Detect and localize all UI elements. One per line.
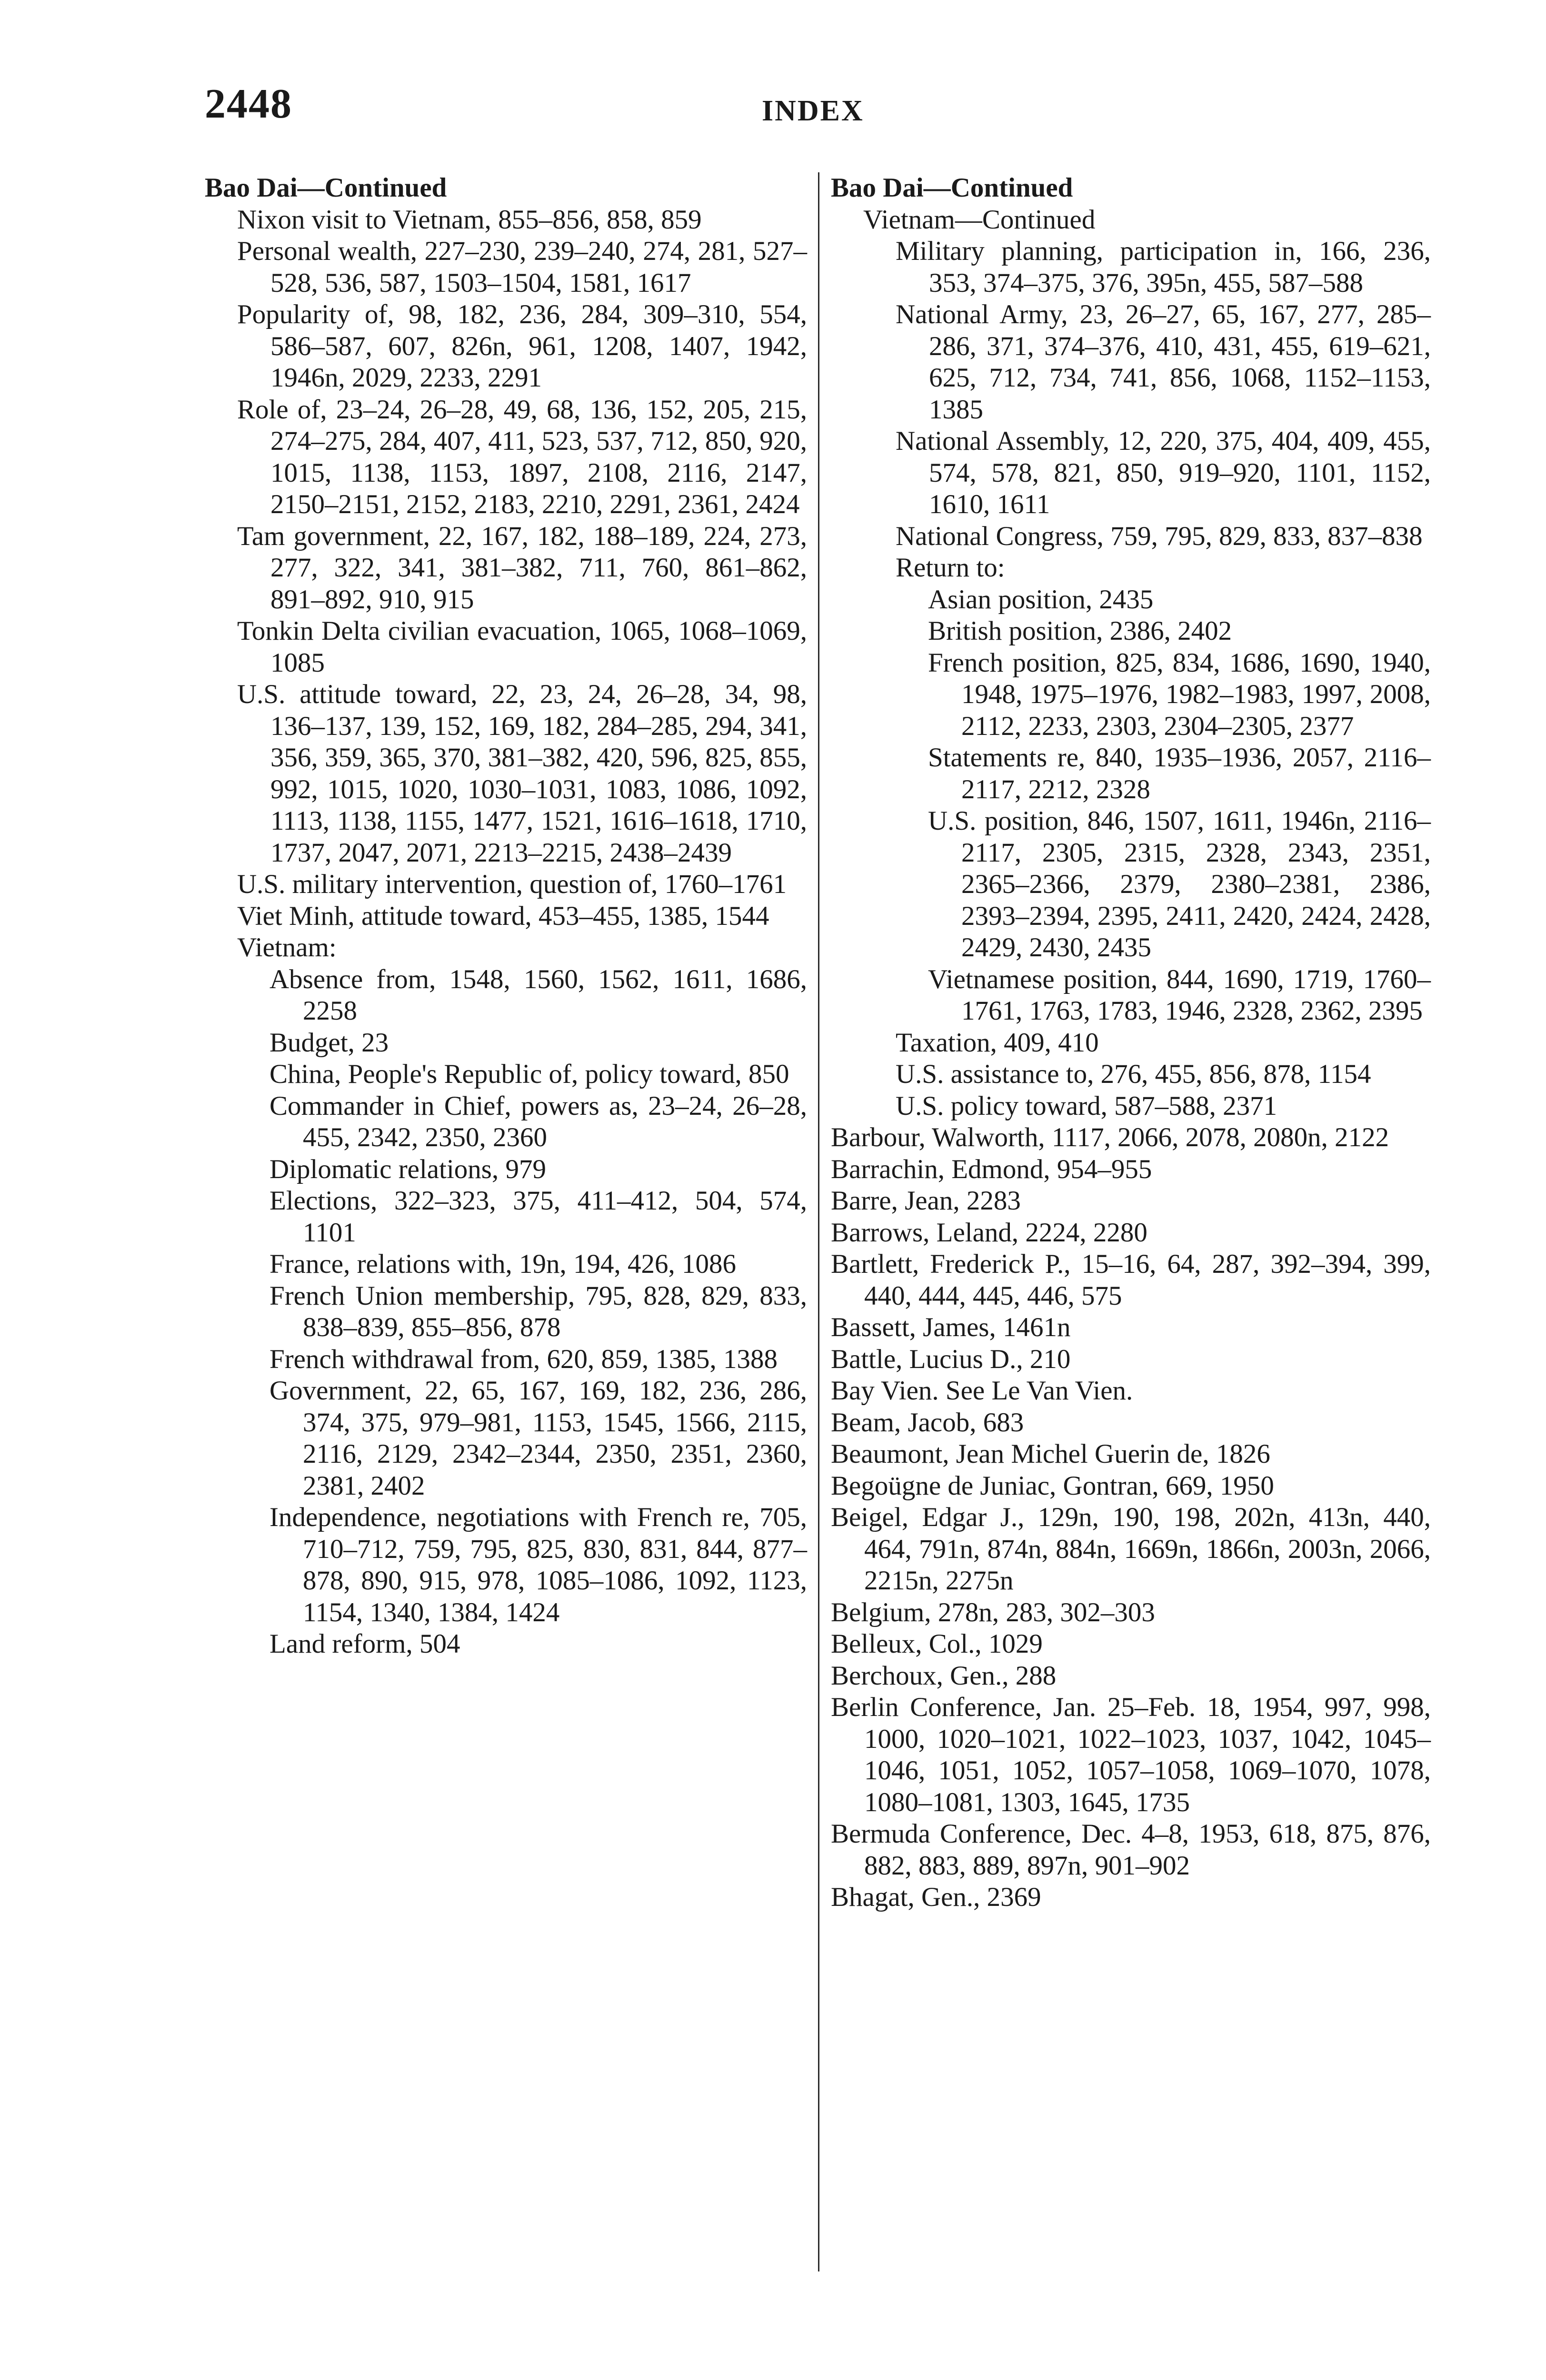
index-entry: Bay Vien. See Le Van Vien.	[831, 1376, 1133, 1406]
index-entry: Beigel, Edgar J., 129n, 190, 198, 202n, 413n, 440, 464, 791n, 874n, 884n, 1669n, 1866n, 2003n, 2066, 2215n, 2275n	[831, 1502, 1431, 1596]
index-entry: Taxation, 409, 410	[896, 1027, 1099, 1058]
index-entry: Bao Dai—Continued	[831, 173, 1073, 203]
index-entry: Return to:	[896, 553, 1005, 583]
index-entry: Barre, Jean, 2283	[831, 1186, 1021, 1216]
index-entry: Budget, 23	[269, 1027, 389, 1058]
index-entry: Barbour, Walworth, 1117, 2066, 2078, 2080n, 2122	[831, 1122, 1389, 1152]
index-entry: Statements re, 840, 1935–1936, 2057, 2116–2117, 2212, 2328	[928, 743, 1431, 804]
index-entry: Land reform, 504	[269, 1629, 460, 1659]
index-entry: U.S. military intervention, question of, 1760–1761	[237, 869, 787, 899]
column-divider	[818, 172, 819, 2271]
index-column-right	[831, 172, 1431, 1914]
index-entry: Belleux, Col., 1029	[831, 1629, 1043, 1659]
index-entry: Bermuda Conference, Dec. 4–8, 1953, 618, 875, 876, 882, 883, 889, 897n, 901–902	[831, 1819, 1431, 1881]
page-number: 2448	[205, 81, 292, 127]
index-entry: Independence, negotiations with French re, 705, 710–712, 759, 795, 825, 830, 831, 844, 877–878, 890, 915, 978, 1085–1086, 1092, 1123, 1154, 1340, 1384, 1424	[269, 1502, 807, 1627]
index-entry: U.S. position, 846, 1507, 1611, 1946n, 2116–2117, 2305, 2315, 2328, 2343, 2351, 2365–2366, 2379, 2380–2381, 2386, 2393–2394, 2395, 2411, 2420, 2424, 2428, 2429, 2430, 2435	[928, 806, 1431, 962]
index-entry: Tam government, 22, 167, 182, 188–189, 224, 273, 277, 322, 341, 381–382, 711, 760, 861–862, 891–892, 910, 915	[237, 521, 807, 615]
index-entry: Nixon visit to Vietnam, 855–856, 858, 859	[237, 204, 702, 235]
index-entry: Popularity of, 98, 182, 236, 284, 309–310, 554, 586–587, 607, 826n, 961, 1208, 1407, 1942, 1946n, 2029, 2233, 2291	[237, 299, 807, 393]
index-entry: Bao Dai—Continued	[205, 173, 447, 203]
index-entry: Commander in Chief, powers as, 23–24, 26–28, 455, 2342, 2350, 2360	[269, 1091, 807, 1152]
index-entry: U.S. attitude toward, 22, 23, 24, 26–28, 34, 98, 136–137, 139, 152, 169, 182, 284–285, 294, 341, 356, 359, 365, 370, 381–382, 420, 596, 825, 855, 992, 1015, 1020, 1030–1031, 1083, 1086, 1092, 1113, 1138, 1155, 1477, 1521, 1616–1618, 1710, 1737, 2047, 2071, 2213–2215, 2438–2439	[237, 679, 807, 868]
index-entry: French Union membership, 795, 828, 829, 833, 838–839, 855–856, 878	[269, 1280, 807, 1342]
index-column-left	[205, 172, 807, 1660]
index-entry: Bartlett, Frederick P., 15–16, 64, 287, 392–394, 399, 440, 444, 445, 446, 575	[831, 1249, 1431, 1311]
index-entry: Diplomatic relations, 979	[269, 1154, 546, 1184]
index-entry: Vietnam—Continued	[863, 204, 1096, 235]
index-entry: Viet Minh, attitude toward, 453–455, 1385, 1544	[237, 901, 769, 931]
index-entry: Begoügne de Juniac, Gontran, 669, 1950	[831, 1470, 1274, 1501]
index-entry: Vietnam:	[237, 932, 337, 962]
index-entry: National Congress, 759, 795, 829, 833, 837–838	[896, 521, 1423, 551]
index-entry: National Army, 23, 26–27, 65, 167, 277, 285–286, 371, 374–376, 410, 431, 455, 619–621, 625, 712, 734, 741, 856, 1068, 1152–1153, 1385	[896, 299, 1431, 425]
index-entry: Vietnamese position, 844, 1690, 1719, 1760–1761, 1763, 1783, 1946, 2328, 2362, 2395	[928, 964, 1431, 1026]
index-entry: Military planning, participation in, 166, 236, 353, 374–375, 376, 395n, 455, 587–588	[896, 236, 1431, 298]
index-entry: British position, 2386, 2402	[928, 616, 1232, 646]
index-entry: Barrows, Leland, 2224, 2280	[831, 1217, 1147, 1248]
index-entry: Battle, Lucius D., 210	[831, 1344, 1071, 1374]
index-entry: Personal wealth, 227–230, 239–240, 274, 281, 527–528, 536, 587, 1503–1504, 1581, 1617	[237, 236, 807, 298]
index-entry: French withdrawal from, 620, 859, 1385, 1388	[269, 1344, 778, 1374]
index-entry: Beam, Jacob, 683	[831, 1407, 1024, 1438]
index-entry: Government, 22, 65, 167, 169, 182, 236, 286, 374, 375, 979–981, 1153, 1545, 1566, 2115, 2116, 2129, 2342–2344, 2350, 2351, 2360, 2381, 2402	[269, 1376, 807, 1501]
index-entry: U.S. policy toward, 587–588, 2371	[896, 1091, 1277, 1121]
index-entry: Elections, 322–323, 375, 411–412, 504, 574, 1101	[269, 1186, 807, 1248]
index-entry: Tonkin Delta civilian evacuation, 1065, 1068–1069, 1085	[237, 616, 807, 678]
index-entry: Barrachin, Edmond, 954–955	[831, 1154, 1152, 1184]
index-entry: Beaumont, Jean Michel Guerin de, 1826	[831, 1439, 1270, 1469]
index-entry: U.S. assistance to, 276, 455, 856, 878, 1154	[896, 1059, 1371, 1089]
index-entry: China, People's Republic of, policy toward, 850	[269, 1059, 789, 1089]
running-head: INDEX	[762, 95, 864, 127]
index-entry: Role of, 23–24, 26–28, 49, 68, 136, 152, 205, 215, 274–275, 284, 407, 411, 523, 537, 712, 850, 920, 1015, 1138, 1153, 1897, 2108, 2116, 2147, 2150–2151, 2152, 2183, 2210, 2291, 2361, 2424	[237, 394, 807, 519]
index-entry: France, relations with, 19n, 194, 426, 1086	[269, 1249, 736, 1279]
index-entry: Berlin Conference, Jan. 25–Feb. 18, 1954, 997, 998, 1000, 1020–1021, 1022–1023, 1037, 1042, 1045–1046, 1051, 1052, 1057–1058, 1069–1070, 1078, 1080–1081, 1303, 1645, 1735	[831, 1692, 1431, 1817]
index-entry: Bassett, James, 1461n	[831, 1312, 1071, 1342]
index-entry: French position, 825, 834, 1686, 1690, 1940, 1948, 1975–1976, 1982–1983, 1997, 2008, 2112, 2233, 2303, 2304–2305, 2377	[928, 647, 1431, 741]
index-entry: Berchoux, Gen., 288	[831, 1660, 1057, 1691]
index-entry: Bhagat, Gen., 2369	[831, 1882, 1041, 1912]
index-entry: Asian position, 2435	[928, 584, 1154, 615]
index-entry: Absence from, 1548, 1560, 1562, 1611, 1686, 2258	[269, 964, 807, 1026]
index-entry: Belgium, 278n, 283, 302–303	[831, 1597, 1155, 1627]
index-entry: National Assembly, 12, 220, 375, 404, 409, 455, 574, 578, 821, 850, 919–920, 1101, 1152, 1610, 1611	[896, 426, 1431, 519]
